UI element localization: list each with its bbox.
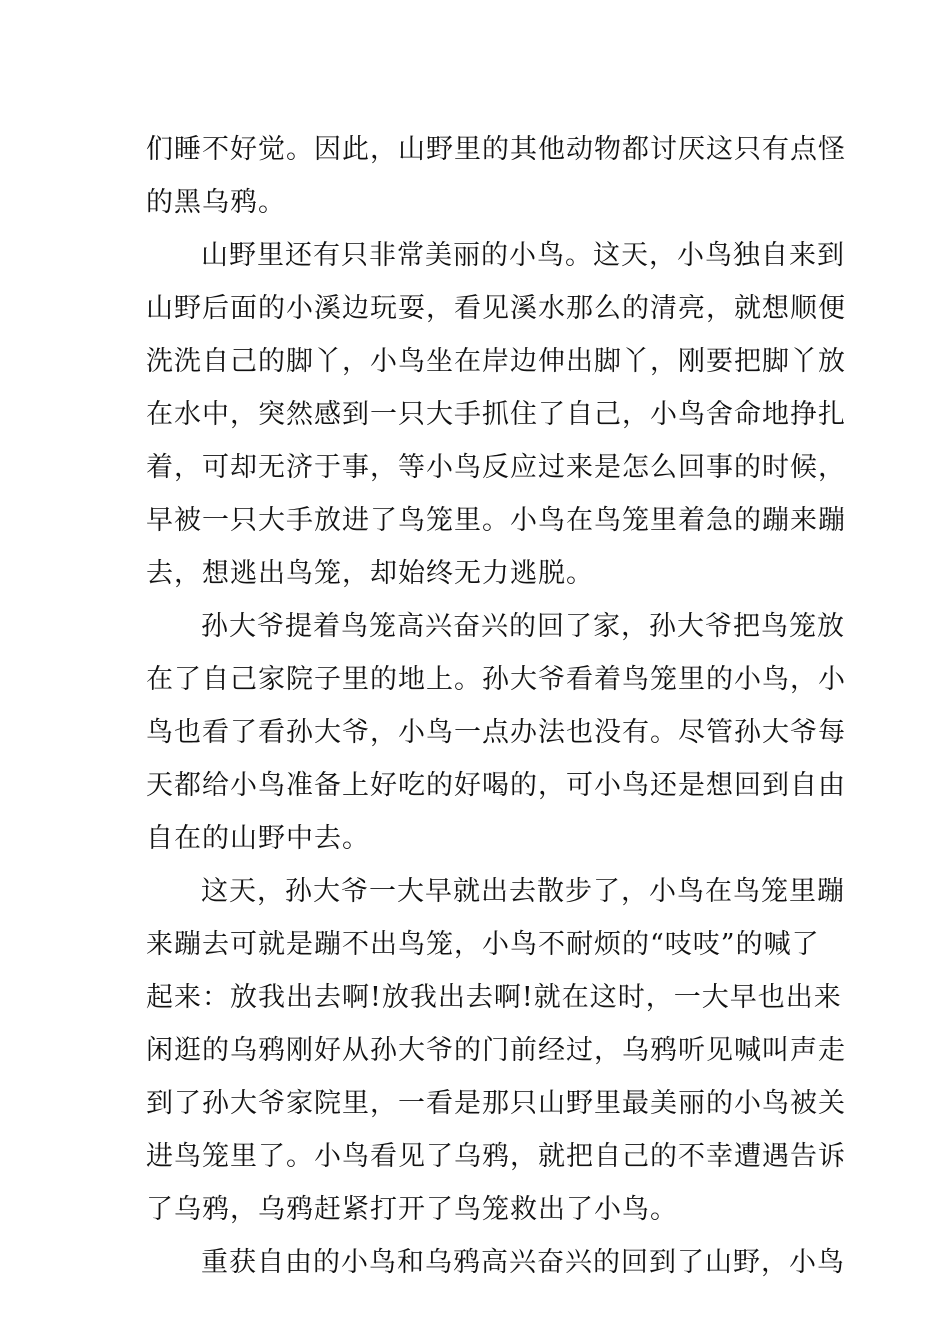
- text-line: 早被一只大手放进了鸟笼里。小鸟在鸟笼里着急的蹦来蹦: [146, 505, 846, 536]
- text-line: 鸟也看了看孙大爷，小鸟一点办法也没有。尽管孙大爷每: [146, 717, 846, 748]
- text-line: 进鸟笼里了。小鸟看见了乌鸦，就把自己的不幸遭遇告诉: [146, 1141, 846, 1172]
- text-line: 着，可却无济于事，等小鸟反应过来是怎么回事的时候，: [146, 452, 846, 483]
- text-line: 们睡不好觉。因此，山野里的其他动物都讨厌这只有点怪: [146, 134, 846, 165]
- story-text: [146, 123, 846, 1289]
- text-line: 到了孙大爷家院里，一看是那只山野里最美丽的小鸟被关: [146, 1088, 846, 1119]
- text-line: 的黑乌鸦。: [146, 187, 286, 218]
- paragraph-start-line: 孙大爷提着鸟笼高兴奋兴的回了家，孙大爷把鸟笼放: [201, 611, 845, 642]
- text-line: 山野后面的小溪边玩耍，看见溪水那么的清亮，就想顺便: [146, 293, 846, 324]
- text-line: 闲逛的乌鸦刚好从孙大爷的门前经过，乌鸦听见喊叫声走: [146, 1035, 846, 1066]
- text-line: 在水中，突然感到一只大手抓住了自己，小鸟舍命地挣扎: [146, 399, 846, 430]
- text-line: 起来：放我出去啊!放我出去啊!就在这时，一大早也出来: [146, 982, 842, 1013]
- text-line: 天都给小鸟准备上好吃的好喝的，可小鸟还是想回到自由: [146, 770, 846, 801]
- text-line: 了乌鸦，乌鸦赶紧打开了鸟笼救出了小鸟。: [146, 1194, 678, 1225]
- text-line: 去，想逃出鸟笼，却始终无力逃脱。: [146, 558, 594, 589]
- paragraph-start-line: 山野里还有只非常美丽的小鸟。这天，小鸟独自来到: [201, 240, 845, 271]
- text-line: 洗洗自己的脚丫，小鸟坐在岸边伸出脚丫，刚要把脚丫放: [146, 346, 846, 377]
- paragraph-start-line: 重获自由的小鸟和乌鸦高兴奋兴的回到了山野，小鸟: [201, 1247, 845, 1278]
- text-line: 自在的山野中去。: [146, 823, 370, 854]
- paragraph-start-line: 这天，孙大爷一大早就出去散步了，小鸟在鸟笼里蹦: [201, 876, 845, 907]
- text-line: 在了自己家院子里的地上。孙大爷看着鸟笼里的小鸟，小: [146, 664, 846, 695]
- text-line: 来蹦去可就是蹦不出鸟笼，小鸟不耐烦的“吱吱”的喊了: [146, 929, 820, 960]
